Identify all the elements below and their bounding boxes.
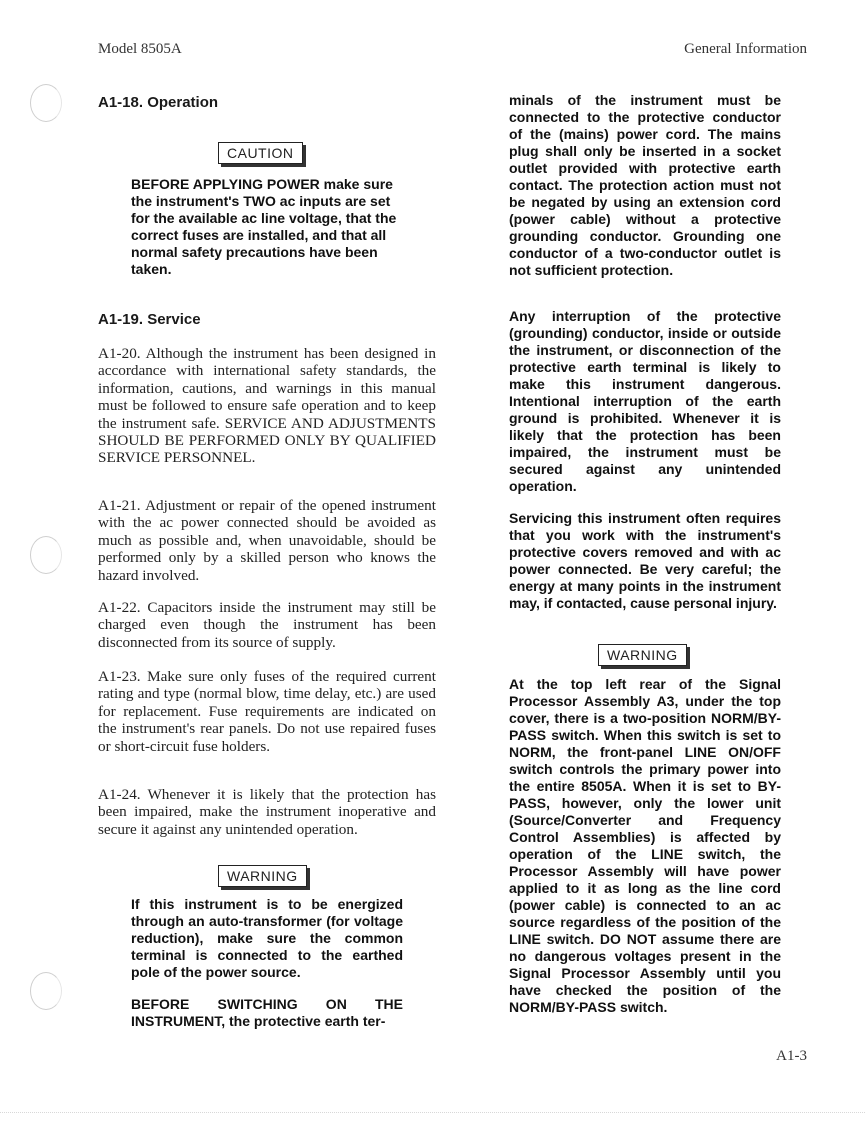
page-number: A1-3 [776,1048,807,1064]
warning-text-autotransformer: If this instrument is to be energized through an auto-transformer (for voltage reduction), make sure the common terminal is connected to the earthed pole of the power source. [131,896,403,980]
paragraph-a1-23: A1-23. Make sure only fuses of the required current rating and type (normal blow, time delay, etc.) are used for replacement. Fuse requirements are indicated on the instrument's rear panels. Do not use repaired fuses or short-circuit fuse holders. [98,668,436,755]
paragraph-a1-22: A1-22. Capacitors inside the instrument may still be charged even though the instrument has been disconnected from its source of supply. [98,599,436,651]
paragraph-a1-21: A1-21. Adjustment or repair of the opened instrument with the ac power connected should be avoided as much as possible and, when unavoidable, should be performed only by a skilled person who knows the hazard involved. [98,497,436,584]
warning-badge-right: WARNING [598,644,687,666]
header-section: General Information [684,41,807,57]
header-model: Model 8505A [98,41,182,57]
paragraph-a1-24: A1-24. Whenever it is likely that the protection has been impaired, make the instrument inoperative and secure it against any unintended operation. [98,786,436,838]
paragraph-servicing: Servicing this instrument often requires that you work with the instrument's protective covers removed and with ac power connected. Be very careful; the energy at many points in the instrument may, if contacted, cause personal injury. [509,510,781,611]
binder-hole-icon [30,972,62,1010]
binder-hole-icon [30,536,62,574]
warning-badge: WARNING [218,865,307,887]
scan-artifact-line [0,1112,865,1114]
caution-text: BEFORE APPLYING POWER make sure the instrument's TWO ac inputs are set for the available ac line voltage, that the correct fuses are installed, and that all normal safety precautions have been taken. [131,176,397,277]
paragraph-protective-conductor: minals of the instrument must be connected to the protective conductor of the (mains) power cord. The mains plug shall only be inserted in a socket outlet provided with protective earth contact. The protection action must not be negated by using an extension cord (power cable) without a protective grounding conductor. Grounding one conductor of a two-conductor outlet is not sufficient protection. [509,92,781,278]
caution-badge: CAUTION [218,142,303,164]
warning-text-switching-on: BEFORE SWITCHING ON THE INSTRUMENT, the protective earth ter- [131,996,403,1029]
section-heading-service: A1-19. Service [98,311,201,328]
section-heading-operation: A1-18. Operation [98,94,219,111]
paragraph-a1-20: A1-20. Although the instrument has been designed in accordance with international safety standards, the information, cautions, and warnings in this manual must be followed to ensure safe operation and to keep the instrument safe. SERVICE AND ADJUSTMENTS SHOULD BE PERFORMED ONLY BY QUALIFIED SERVICE PERSONNEL. [98,345,436,467]
paragraph-norm-bypass: At the top left rear of the Signal Processor Assembly A3, under the top cover, there is a two-position NORM/BY-PASS switch. When this switch is set to NORM, the front-panel LINE ON/OFF switch controls the primary power into the entire 8505A. When it is set to BY-PASS, however, only the lower unit (Source/Converter and Frequency Control Assemblies) is affected by operation of the LINE switch, the Processor Assembly will have power applied to it as long as the line cord (power cable) is connected to an ac source regardless of the position of the LINE switch. DO NOT assume there are no dangerous voltages present in the Signal Processor Assembly until you have checked the position of the NORM/BY-PASS switch. [509,676,781,1015]
paragraph-interruption: Any interruption of the protective (grounding) conductor, inside or outside the instrument, or disconnection of the protective earth terminal is likely to make this instrument dangerous. Intentional interruption of the earth ground is prohibited. Whenever it is likely that the protection has been impaired, the instrument must be secured against any unintended operation. [509,308,781,494]
binder-hole-icon [30,84,62,122]
